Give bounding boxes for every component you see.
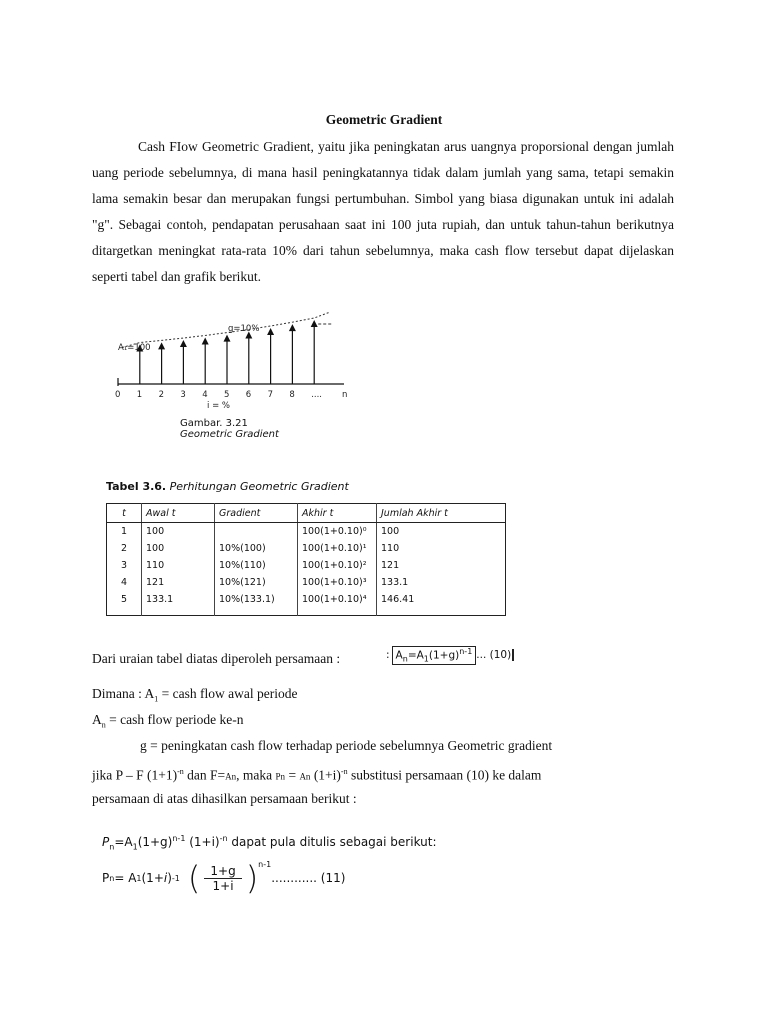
def-sub-a: jika P – F (1+1): [92, 767, 178, 783]
eq10-rhs-b-sup: n-1: [459, 647, 473, 656]
table-cell: 100(1+0.10)³: [298, 574, 377, 591]
fraction: [204, 864, 241, 893]
table-cell: 1: [120, 526, 128, 537]
calculation-table: [106, 503, 506, 616]
definition-a1: [92, 685, 297, 709]
table-cell: 100(1+0.10)¹: [298, 540, 377, 557]
axis-tick-label: 5: [224, 390, 230, 400]
eq11-l2-asub: 1: [136, 873, 142, 883]
table-cell: 100(1+0.10)²: [298, 557, 377, 574]
axis-tick-label: 2: [158, 390, 165, 400]
eq11-l2-psub: n: [109, 873, 115, 883]
table-cell: 3: [120, 560, 128, 571]
table-row: [107, 574, 506, 591]
header-jumlah: Jumlah Akhir t: [377, 504, 506, 523]
eq10-rhs-a: =A: [407, 649, 424, 662]
equation-11-line1: [102, 834, 437, 851]
def-sub-f: substitusi persamaan (10) ke dalam: [347, 767, 542, 783]
eq11-l1-asub: 1: [132, 842, 138, 852]
table-cell: 10%(121): [215, 574, 298, 591]
table-cell: 133.1: [377, 574, 506, 591]
def-a1-sub: 1: [154, 694, 159, 704]
equation-10-boxed: [392, 646, 477, 665]
table-row: [107, 591, 506, 616]
intro-paragraph: Cash FIow Geometric Gradient, yaitu jika peningkatan arus uangnya proporsional dengan jumlah uang periode sebelumnya, di mana hasil peningkatannya tidak dalam jumlah yang sama, tetapi semakin lama semakin besar dan merupakan fungsi pertumbuhan. Simbol yang biasa digunakan untuk ini adalah "g". Sebagai contoh, pendapatan perusahaan saat ini 100 juta rupiah, dan untuk tahun-tahun berikutnya ditargetkan meningkat rata-rata 10% dari tahun sebelumnya, maka cash flow tersebut dapat dijelaskan seperti tabel dan grafik berikut.: [92, 139, 674, 284]
fraction-numerator: 1+g: [204, 864, 241, 879]
def-an-sub: n: [101, 720, 106, 730]
table-title: [106, 480, 349, 493]
def-sub-pn: Pn: [275, 771, 286, 782]
eq11-l2-c: ): [167, 871, 172, 885]
table-caption: Perhitungan Geometric Gradient: [169, 480, 349, 493]
eq11-l2-i: i: [163, 871, 168, 885]
table-cell: 10%(100): [215, 540, 298, 557]
eq11-l1-p: P: [102, 835, 110, 849]
eq10-rhs-b: (1+g): [428, 649, 460, 662]
axis-tick-label: n: [342, 390, 348, 400]
table-cell: 110: [142, 557, 215, 574]
axis-tick-label: 6: [245, 390, 252, 400]
def-sub-sup1: -n: [177, 767, 184, 776]
def-a1-suffix: = cash flow awal periode: [158, 686, 298, 701]
def-an-prefix: A: [92, 712, 102, 727]
fraction-denominator: 1+i: [212, 878, 234, 893]
def-an-suffix: = cash flow periode ke-n: [105, 712, 244, 727]
cash-flow-arrow-head: [289, 324, 296, 331]
def-sub-e: (1+i): [310, 767, 341, 783]
eq11-exponent: n-1: [258, 860, 272, 869]
figure-caption: [180, 418, 300, 440]
def-sub-sup2: -n: [340, 767, 348, 776]
def-sub-an2: An: [299, 771, 311, 782]
axis-tick-label: 8: [289, 390, 295, 400]
eq11-tail: ............ (11): [271, 871, 346, 885]
equation-10-lead: :: [386, 649, 390, 662]
table-cell: 100: [142, 540, 215, 557]
cash-flow-arrow-head: [311, 320, 318, 327]
table-cell: 100: [377, 523, 506, 541]
table-number: Tabel 3.6.: [106, 480, 167, 493]
caption-number: Gambar. 3.21: [180, 418, 248, 429]
table-cell: 121: [377, 557, 506, 574]
header-akhir: Akhir t: [298, 504, 377, 523]
def-sub-an: An: [225, 771, 237, 782]
table-row: [107, 540, 506, 557]
table-cell: 133.1: [142, 591, 215, 616]
header-gradient: Gradient: [215, 504, 298, 523]
table-row: [107, 557, 506, 574]
axis-tick-label: 1: [136, 390, 143, 400]
eq10-lhs-sub: n: [402, 654, 408, 664]
table-cell: 10%(110): [215, 557, 298, 574]
equation-11-line2: [102, 859, 346, 897]
growth-curve: [122, 312, 330, 348]
eq10-tail: ... (10): [476, 649, 514, 661]
def-sub-c: , maka: [236, 767, 276, 783]
eq11-l1-csup: -n: [219, 834, 228, 843]
eq10-lhs: A: [395, 649, 403, 662]
eq11-l1-psub: n: [109, 842, 115, 852]
left-paren: (: [187, 859, 201, 897]
definition-g: g = peningkatan cash flow terhadap periode sebelumnya Geometric gradient: [140, 738, 553, 753]
axis-tick-label: 0: [115, 390, 121, 400]
cash-flow-arrow-head: [267, 328, 274, 335]
table-cell: 5: [120, 594, 128, 605]
eq11-l1-bsup: n-1: [172, 834, 186, 843]
axis-tick-label: 7: [267, 390, 274, 400]
axis-tick-label: ....: [311, 390, 322, 400]
equation-intro: Dari uraian tabel diatas diperoleh persamaan :: [92, 651, 341, 666]
cash-flow-arrow-head: [158, 342, 165, 349]
eq11-l2-p: P: [102, 871, 110, 885]
definition-result: persamaan di atas dihasilkan persamaan berikut :: [92, 791, 357, 806]
table-cell: 4: [120, 577, 128, 588]
g-label: g=10%: [228, 324, 260, 334]
table-cell: [215, 523, 298, 541]
def-sub-d: =: [285, 767, 300, 783]
eq11-l1-b: (1+g): [137, 835, 173, 849]
definition-an: [92, 711, 243, 735]
eq11-l1-c: (1+i): [185, 835, 220, 849]
definition-substitution: [92, 763, 541, 786]
header-awal: Awal t: [142, 504, 215, 523]
equation-10: [386, 646, 514, 665]
table-cell: 100(1+0.10)⁴: [298, 591, 377, 616]
right-paren: ): [245, 859, 259, 897]
axis-tick-label: 4: [202, 390, 208, 400]
table-header-row: [107, 504, 506, 523]
cash-flow-arrow-head: [180, 340, 187, 347]
cash-flow-arrow-head: [202, 337, 209, 344]
table-cell: 100(1+0.10)⁰: [298, 523, 377, 541]
eq11-l1-a: =A: [114, 835, 133, 849]
def-sub-b: dan F=: [183, 767, 226, 783]
a1-label: A₁=100: [118, 343, 151, 353]
axis-tick-label: 3: [180, 390, 186, 400]
i-label: i = %: [207, 401, 230, 411]
caption-text: Geometric Gradient: [180, 429, 279, 440]
header-t: t: [107, 504, 142, 523]
table-cell: 121: [142, 574, 215, 591]
page-title: Geometric Gradient: [325, 112, 443, 127]
eq11-l1-d: dapat pula ditulis sebagai berikut:: [227, 835, 437, 849]
table-cell: 10%(133.1): [215, 591, 298, 616]
eq11-l2-a: = A: [114, 871, 137, 885]
def-a1-prefix: Dimana : A: [92, 686, 155, 701]
eq10-rhs-a-sub: 1: [423, 654, 429, 664]
table-cell: 146.41: [377, 591, 506, 616]
table-row: [107, 523, 506, 541]
table-cell: 2: [120, 543, 128, 554]
eq11-l2-csup: -1: [171, 873, 180, 883]
table-cell: 110: [377, 540, 506, 557]
table-cell: 100: [142, 523, 215, 541]
cash-flow-arrow-head: [224, 335, 231, 342]
eq11-l2-b: (1+: [141, 871, 164, 885]
